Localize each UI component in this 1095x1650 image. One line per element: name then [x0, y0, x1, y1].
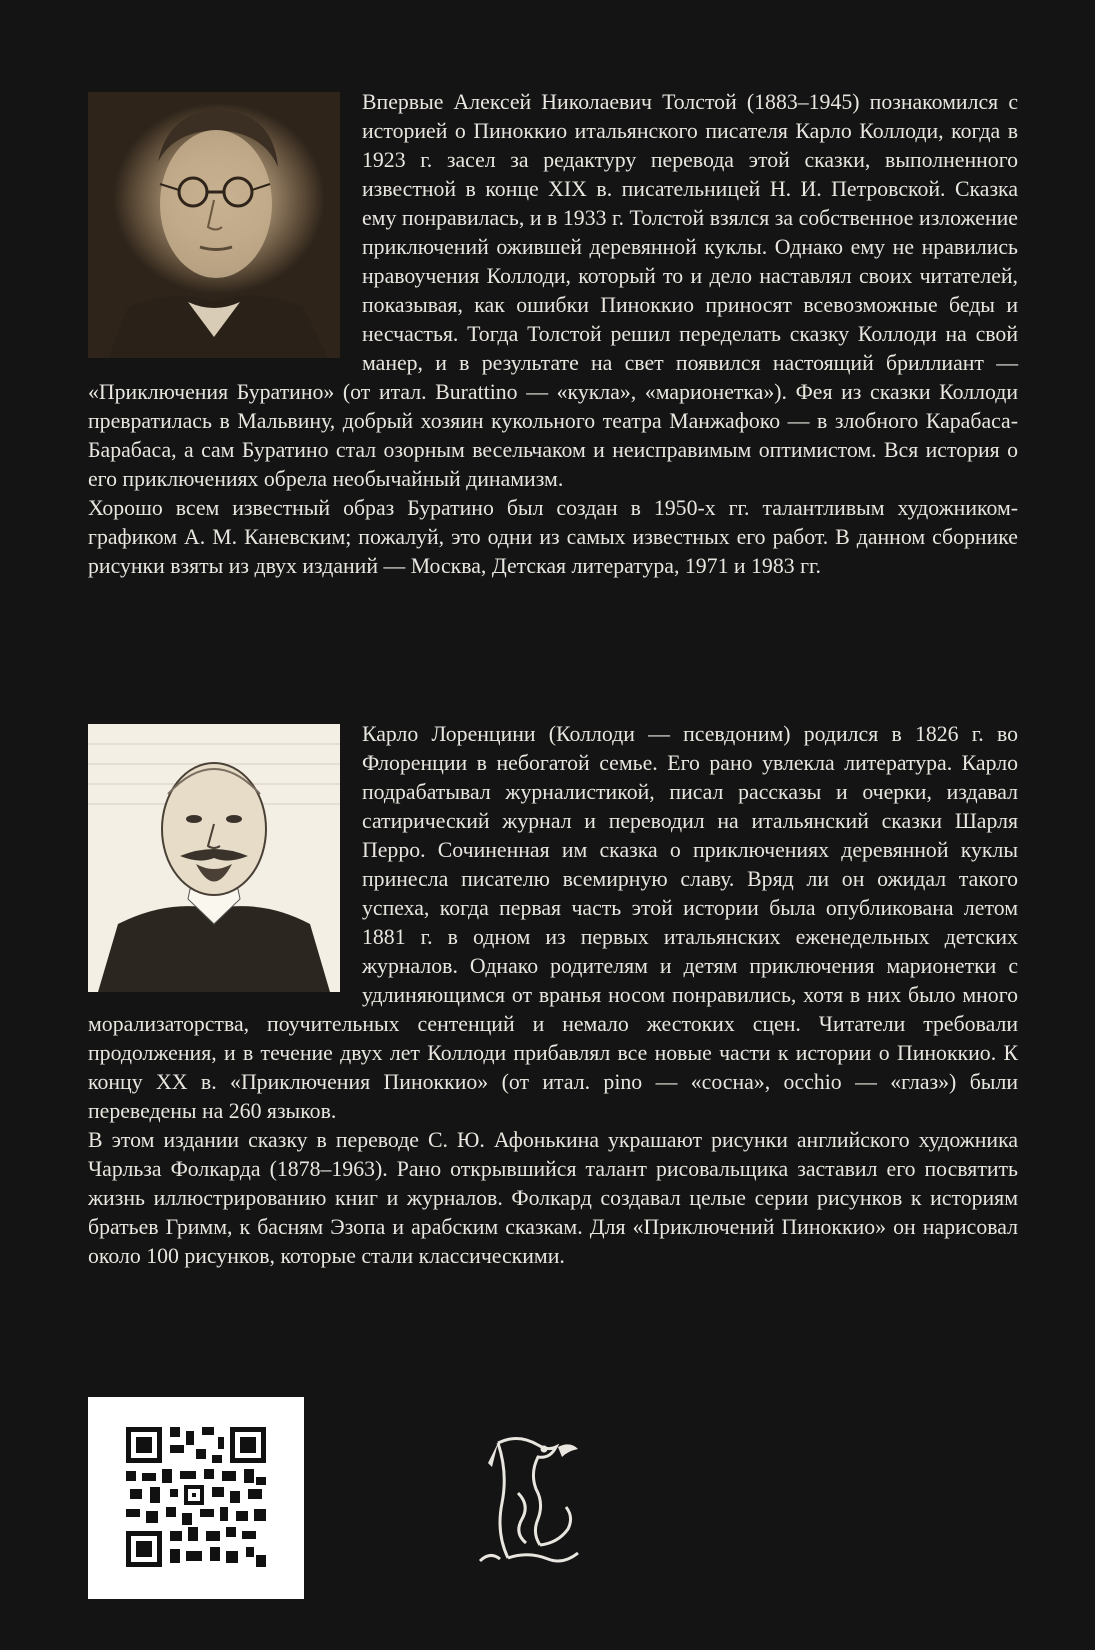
collodi-portrait-drawing — [88, 724, 340, 992]
tolstoy-paragraph-2: Хорошо всем известный образ Буратино был создан в 1950-х гг. талантливым художником-графиком А. М. Каневским; пожалуй, это одни из самых известных его работ. В данном сборнике рисунки взяты из двух изданий — Москва, Детская литература, 1971 и 1983 гг. — [88, 496, 1018, 578]
collodi-paragraph-2: В этом издании сказку в переводе С. Ю. Афонькина украшают рисунки английского художника Чарльза Фолкарда (1878–1963). Рано открывшийся талант рисовальщика заставил его посвятить жизнь иллюстрированию книг и журналов. Фолкард создавал целые серии рисунков к историям братьев Гримм, к басням Эзопа и арабским сказкам. Для «Приключений Пиноккио» он нарисовал около 100 рисунков, которые стали классическими. — [88, 1128, 1018, 1268]
qr-code[interactable] — [88, 1397, 304, 1599]
collodi-section — [88, 720, 1018, 1271]
collodi-paragraph-1: Карло Лоренцини (Коллоди — псевдоним) родился в 1826 г. во Флоренции в небогатой семье. Его рано увлекла литература. Карло подрабатывал журналистикой, писал рассказы и очерки, издавал сатирический журнал и переводил на итальянский сказки Шарля Перро. Сочиненная им сказка о приключениях деревянной куклы принесла писателю всемирную славу. Вряд ли он ожидал такого успеха, когда первая часть этой истории была опубликована летом 1881 г. в одном из первых итальянских еженедельных детских журналов. Однако родителям и детям приключения марионетки с удлиняющимся от вранья носом понравились, хотя в них было много морализаторства, поучительных сентенций и немало жестоких сцен. Читатели требовали продолжения, и в течение двух лет Коллоди прибавлял все новые части к истории о Пиноккио. К концу XX в. «Приключения Пиноккио» (от итал. pino — «сосна», occhio — «глаз») были переведены на 260 языков. — [88, 722, 1018, 1123]
tolstoy-paragraph-1: Впервые Алексей Николаевич Толстой (1883–1945) познакомился с историей о Пиноккио итальянского писателя Карло Коллоди, когда в 1923 г. засел за редактуру перевода этой сказки, выполненного известной в конце XIX в. писательницей Н. И. Петровской. Сказка ему понравилась, и в 1933 г. Толстой взялся за собственное изложение приключений ожившей деревянной куклы. Однако ему не нравились нравоучения Коллоди, который то и дело наставлял своих читателей, показывая, как ошибки Пиноккио приносят всевозможные беды и несчастья. Тогда Толстой решил переделать сказку Коллоди на свой манер, и в результате на свет появился настоящий бриллиант — «Приключения Буратино» (от итал. Burattino — «кукла», «марионетка»). Фея из сказки Коллоди превратилась в Мальвину, добрый хозяин кукольного театра Манжафоко — в злобного Карабаса-Барабаса, а сам Буратино стал озорным весельчаком и неисправимым оптимистом. Вся история о его приключениях обрела необычайный динамизм. — [88, 90, 1018, 491]
publisher-logo-icon — [478, 1433, 588, 1568]
tolstoy-portrait — [88, 92, 340, 358]
tolstoy-portrait-drawing — [88, 92, 340, 358]
qr-code-pattern — [126, 1427, 266, 1567]
collodi-portrait — [88, 724, 340, 992]
tolstoy-section — [88, 88, 1018, 581]
